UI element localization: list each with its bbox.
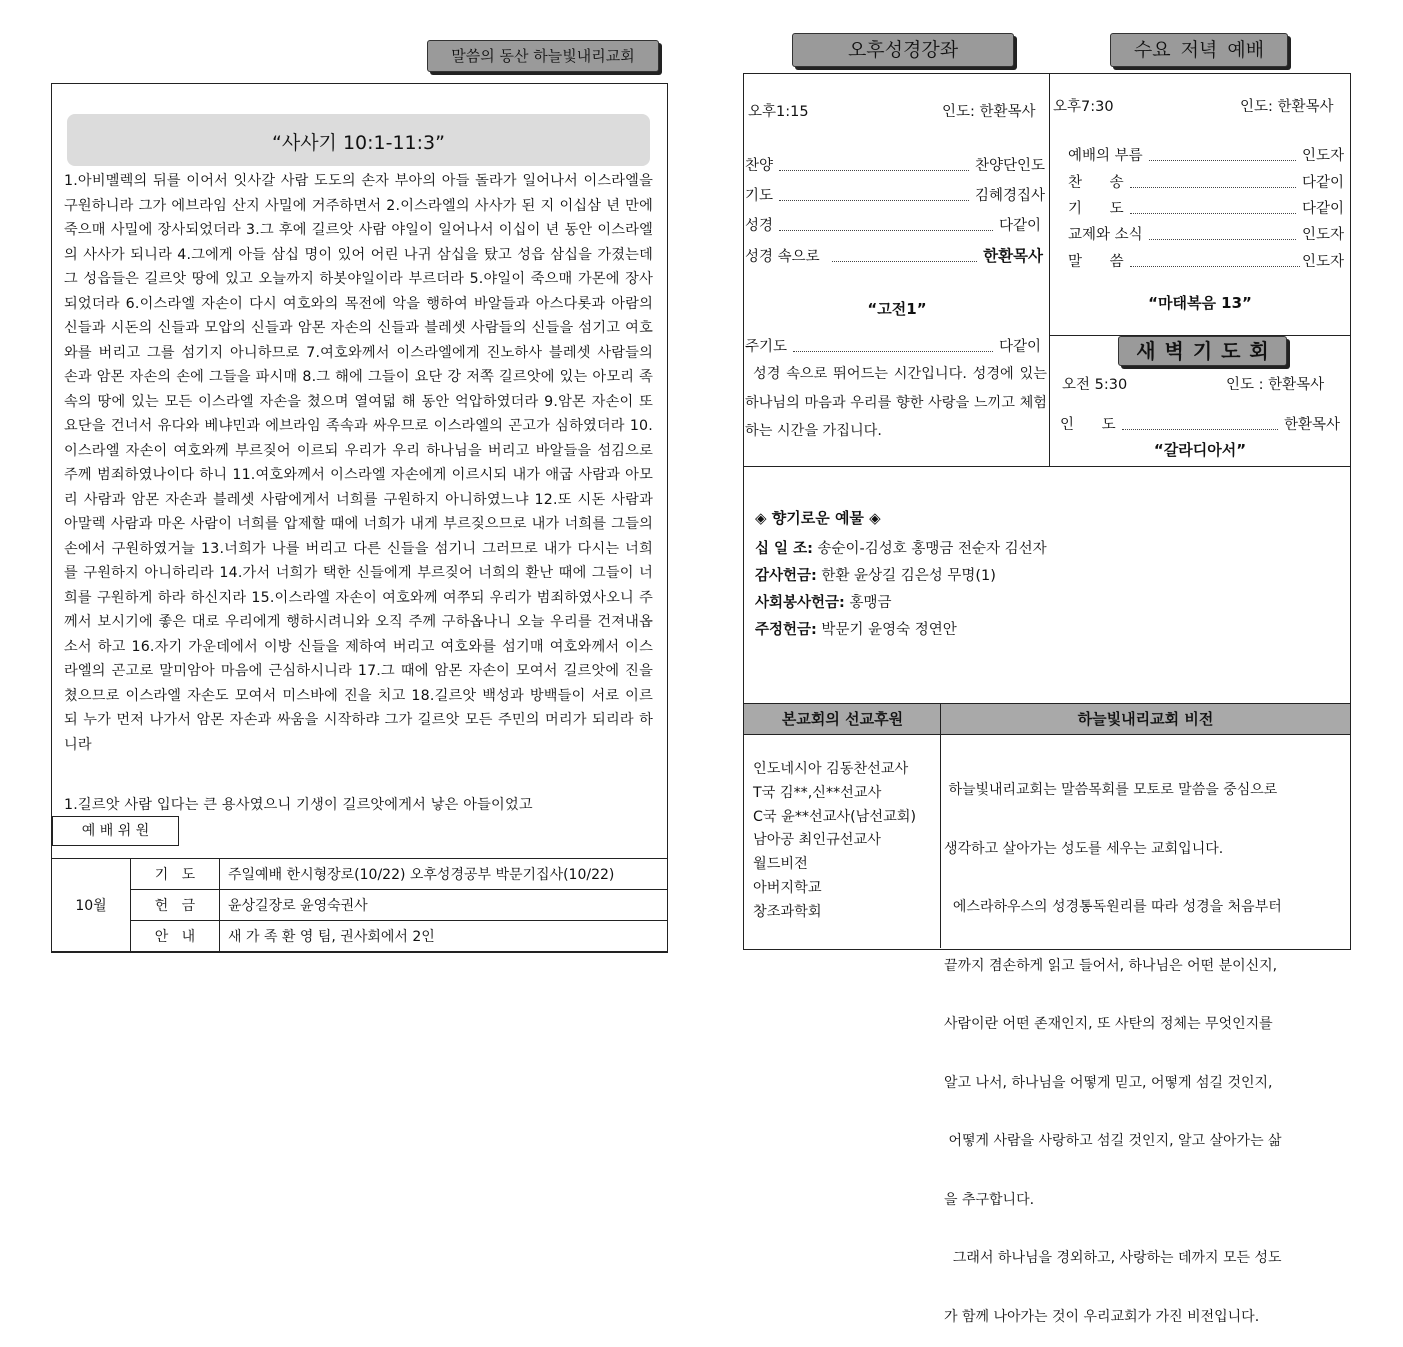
mission-item: 아버지학교 <box>753 879 822 896</box>
wednesday-badge-label: 수요 저녁 예배 <box>1133 39 1265 61</box>
item-label: 인 도 <box>1060 417 1116 433</box>
item-label: 찬양 <box>745 158 774 174</box>
mission-item: T국 김**,신**선교사 <box>753 784 882 801</box>
wednesday-topic: “마태복음 13” <box>1148 294 1252 312</box>
item-label: 기 도 <box>1068 201 1124 217</box>
item-value: 다같이 <box>998 218 1041 234</box>
duty-value: 윤상길장로 윤영숙권사 <box>220 890 668 921</box>
church-name: 말씀의 동산 하늘빛내리교회 <box>451 47 635 65</box>
item-label: 예배의 부름 <box>1068 148 1143 164</box>
afternoon-topic: “고전1” <box>867 300 927 318</box>
offering-label: 주정헌금: <box>755 622 817 638</box>
item-value: 다같이 <box>998 339 1041 355</box>
offering-names: 송순이-김성호 홍맹금 전순자 김선자 <box>812 541 1047 557</box>
duty-month: 10월 <box>52 859 131 952</box>
divider <box>743 466 1350 467</box>
afternoon-item <box>745 214 1041 235</box>
duty-value: 주일예배 한시형장로(10/22) 오후성경공부 박문기집사(10/22) <box>220 859 668 890</box>
afternoon-closing <box>745 335 1041 356</box>
duty-value: 새 가 족 환 영 팀, 권사회에서 2인 <box>220 921 668 952</box>
item-label: 성경 속으로 <box>745 249 820 265</box>
offering-names: 한환 윤상길 김은성 무명(1) <box>816 568 996 584</box>
item-label: 기도 <box>745 188 774 204</box>
afternoon-note: 성경 속으로 뛰어드는 시간입니다. 성경에 있는 하나님의 마음과 우리를 향한 사랑을 느끼고 체험하는 시간을 가집니다. <box>745 366 1047 439</box>
offering-line <box>755 591 891 612</box>
dawn-badge <box>1118 336 1287 366</box>
item-value: 다같이 <box>1301 201 1344 217</box>
vision-line: 하늘빛내리교회는 말씀목회를 모토로 말씀을 중심으로 <box>944 782 1278 798</box>
offering-label: 십 일 조: <box>755 541 813 557</box>
offering-line <box>755 564 996 585</box>
wednesday-time: 오후7:30 <box>1053 99 1114 115</box>
offering-names: 박문기 윤영숙 정연안 <box>816 622 957 638</box>
divider <box>1049 73 1050 466</box>
scripture-text: 1.아비멜렉의 뒤를 이어서 잇사갈 사람 도도의 손자 부아의 아들 돌라가 일어나서 이스라엘을 구원하니라 그가 에브라임 산지 사밀에 거주하면서 2.이스라엘의 사사가 된 지 이십삼 년 만에 죽으매 사밀에 장사되었더라 3.그 후에 길르앗 사람 야일이 일어나서 이십이 년 동안 이스라엘의 사사가 되니라 4.그에게 아들 삼십 명이 있어 어린 나귀 삼십을 탔고 성읍 삼십을 가졌는데 그 성읍들은 길르앗 땅에 있고 오늘까지 하봇야일이라 부르더라 5.야일이 죽으매 가몬에 장사되었더라 6.이스라엘 자손이 다시 여호와의 목전에 악을 행하여 바알들과 아스다롯과 아람의 신들과 시돈의 신들과 모압의 신들과 암몬 자손의 신들과 블레셋 사람들의 신들을 섬기고 여호와를 버리고 그를 섬기지 아니하므로 7.여호와께서 이스라엘에게 진노하사 블레셋 사람들의 손과 암몬 자손의 손에 그들을 파시매 8.그 해에 그들이 요단 강 저쪽 길르앗에 있는 아모리 족속의 땅에 있는 모든 이스라엘 자손을 쳤으며 열여덟 해 동안 억압하였더라 9.암몬 자손이 또 요단을 건너서 유다와 베냐민과 에브라임 족속과 싸우므로 이스라엘의 곤고가 심하였더라 10.이스라엘 자손이 여호와께 부르짖어 이르되 우리가 우리 하나님을 버리고 바알들을 섬김으로 주께 범죄하였나이다 하니 11.여호와께서 이스라엘 자손에게 이르시되 내가 애굽 사람과 아모리 사람과 암몬 자손과 블레셋 사람에게서 너희를 구원하지 아니하였느냐 12.또 시돈 사람과 아말렉 사람과 마온 사람이 너희를 압제할 때에 너희가 내게 부르짖으므로 내가 너희를 그들의 손에서 구원하였거늘 13.너희가 나를 버리고 다른 신들을 섬기니 그러므로 내가 다시는 너희를 구원하지 아니하리라 14.가서 너희가 택한 신들에게 부르짖어 너희의 환난 때에 그들이 너희를 구원하게 하라 하신지라 15.이스라엘 자손이 여호와께 여쭈되 우리가 범죄하였사오니 주께서 보시기에 좋은 대로 우리에게 행하시려니와 오직 주께 구하옵나니 오늘 우리를 건져내옵소서 하고 16.자기 가운데에서 이방 신들을 제하여 버리고 여호와를 섬기매 여호와께서 이스라엘의 곤고로 말미암아 마음에 근심하시니라 17.그 때에 암몬 자손이 모여서 길르앗에 진을 쳤으므로 이스라엘 자손도 모여서 미스바에 진을 치고 18.길르앗 백성과 방백들이 서로 이르되 누가 먼저 나가서 암몬 자손과 싸움을 시작하랴 그가 길르앗 모든 주민의 머리가 되리라 하니라 <box>64 173 653 753</box>
sermon-title-bar <box>67 114 650 166</box>
wednesday-item <box>1068 223 1344 244</box>
sermon-title: “사사기 10:1-11:3” <box>272 132 445 154</box>
vision-line: 어떻게 사람을 사랑하고 섬길 것인지, 알고 살아가는 삶 <box>944 1133 1282 1149</box>
mission-item: 인도네시아 김동찬선교사 <box>753 761 909 777</box>
vision-line: 사람이란 어떤 존재인지, 또 사탄의 정체는 무엇인지를 <box>944 1016 1273 1032</box>
afternoon-item <box>745 184 1045 205</box>
item-value: 인도자 <box>1301 254 1344 270</box>
offering-line <box>755 537 1047 558</box>
afternoon-item <box>745 154 1045 175</box>
mission-item: 월드비전 <box>753 856 808 873</box>
duty-row <box>52 890 668 921</box>
item-value: 한환목사 <box>983 247 1043 265</box>
afternoon-item <box>745 244 1043 266</box>
offering-label: 감사헌금: <box>755 568 817 584</box>
wednesday-leader: 인도: 한환목사 <box>1240 99 1334 115</box>
vision-line: 에스라하우스의 성경통독원리를 따라 성경을 처음부터 <box>944 899 1282 915</box>
item-label: 교제와 소식 <box>1068 227 1143 243</box>
duty-row <box>52 921 668 952</box>
item-label: 주기도 <box>745 339 788 355</box>
offerings-heading: ◈ 향기로운 예물 ◈ <box>755 509 881 527</box>
mission-item: C국 윤**선교사(남선교회) <box>753 808 917 825</box>
item-label: 말 씀 <box>1068 254 1124 270</box>
offering-names: 홍맹금 <box>844 595 892 611</box>
dawn-time: 오전 5:30 <box>1062 377 1128 393</box>
wednesday-badge <box>1110 33 1288 67</box>
duty-role: 기 도 <box>131 859 220 890</box>
vision-header: 하늘빛내리교회 비전 <box>940 703 1351 735</box>
mission-item: 남아공 최인규선교사 <box>753 832 881 849</box>
afternoon-time: 오후1:15 <box>748 104 809 120</box>
duty-row <box>52 859 668 890</box>
vision-line: 알고 나서, 하나님을 어떻게 믿고, 어떻게 섬길 것인지, <box>944 1074 1273 1091</box>
duty-role: 헌 금 <box>131 890 220 921</box>
scripture-last-line: 1.길르앗 사람 입다는 큰 용사였으니 기생이 길르앗에게서 낳은 아들이었고 <box>64 797 533 813</box>
wednesday-item <box>1068 197 1344 218</box>
wednesday-item <box>1068 171 1344 192</box>
mission-list <box>753 758 916 925</box>
mission-header: 본교회의 선교후원 <box>743 703 942 735</box>
afternoon-badge <box>792 33 1014 67</box>
divider <box>940 733 941 948</box>
vision-text <box>944 742 1346 1347</box>
duty-role: 안 내 <box>131 921 220 952</box>
wednesday-item <box>1068 250 1344 271</box>
item-value: 인도자 <box>1301 148 1344 164</box>
dawn-leader: 인도 : 한환목사 <box>1226 377 1325 393</box>
committee-label: 예 배 위 원 <box>81 823 150 839</box>
item-value: 다같이 <box>1301 175 1344 191</box>
wednesday-item <box>1068 144 1344 165</box>
dawn-topic: “갈라디아서” <box>1153 441 1247 459</box>
afternoon-badge-label: 오후성경강좌 <box>847 39 959 61</box>
offering-line <box>755 618 957 639</box>
church-name-badge <box>427 40 659 72</box>
item-value: 김혜경집사 <box>974 188 1045 204</box>
dawn-item <box>1060 413 1340 434</box>
duty-table <box>51 858 668 952</box>
vision-line: 가 함께 나아가는 것이 우리교회가 가진 비전입니다. <box>944 1308 1260 1325</box>
item-value: 인도자 <box>1301 227 1344 243</box>
dawn-badge-label: 새 벽 기 도 회 <box>1136 339 1269 363</box>
committee-label-box <box>52 816 179 846</box>
item-label: 성경 <box>745 218 774 234</box>
offering-label: 사회봉사헌금: <box>755 595 845 611</box>
mission-item: 창조과학회 <box>753 903 822 920</box>
vision-line: 생각하고 살아가는 성도를 세우는 교회입니다. <box>944 840 1224 857</box>
vision-line: 끝까지 겸손하게 읽고 들어서, 하나님은 어떤 분이신지, <box>944 957 1278 974</box>
item-value: 한환목사 <box>1283 417 1340 433</box>
afternoon-leader: 인도: 한환목사 <box>942 104 1036 120</box>
item-label: 찬 송 <box>1068 175 1124 191</box>
item-value: 찬양단인도 <box>974 158 1045 174</box>
vision-line: 을 추구합니다. <box>944 1191 1035 1208</box>
vision-line: 그래서 하나님을 경외하고, 사랑하는 데까지 모든 성도 <box>944 1250 1282 1266</box>
